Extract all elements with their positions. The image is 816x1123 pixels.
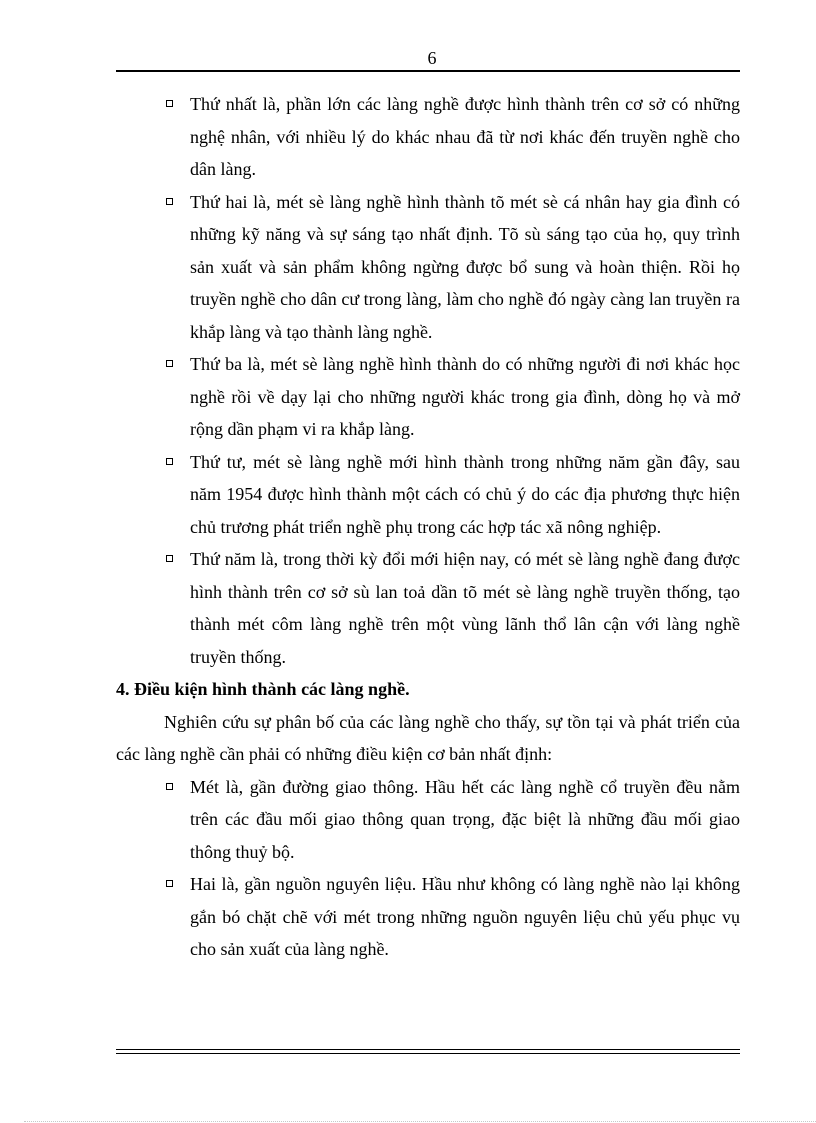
square-bullet-icon <box>166 555 173 562</box>
square-bullet-icon <box>166 880 173 887</box>
list-item-text: Mét là, gần đường giao thông. Hầu hết các làng nghề cổ truyền đều nằm trên các đầu mối giao thông quan trọng, đặc biệt là những đầu mối giao thông thuỷ bộ. <box>190 776 740 862</box>
list-item-text: Hai là, gần nguồn nguyên liệu. Hầu như không có làng nghề nào lại không gắn bó chặt chẽ với mét trong những nguồn nguyên liệu chủ yếu phục vụ cho sản xuất của làng nghề. <box>190 874 740 959</box>
conditions-list <box>116 771 740 966</box>
section-intro-paragraph: Nghiên cứu sự phân bố của các làng nghề cho thấy, sự tồn tại và phát triển của các làng nghề cần phải có những điều kiện cơ bản nhất định: <box>116 711 740 764</box>
square-bullet-icon <box>166 360 173 367</box>
header-rule <box>116 70 740 72</box>
list-item <box>116 88 740 186</box>
list-item-text: Thứ ba là, mét sè làng nghề hình thành do có những người đi nơi khác học nghề rồi về dạy lại cho những người khác trong gia đình, dòng họ và mở rộng dần phạm vi ra khắp làng. <box>190 354 740 439</box>
origin-list <box>116 88 740 673</box>
page-body <box>116 88 740 966</box>
square-bullet-icon <box>166 198 173 205</box>
square-bullet-icon <box>166 100 173 107</box>
list-item <box>116 771 740 869</box>
list-item-text: Thứ năm là, trong thời kỳ đổi mới hiện nay, có mét sè làng nghề đang được hình thành trên cơ sở sù lan toả dần tõ mét sè làng nghề truyền thống, tạo thành mét côm làng nghề trên một vùng lãnh thổ lân cận với làng nghề truyền thống. <box>190 549 740 667</box>
list-item <box>116 446 740 544</box>
list-item <box>116 868 740 966</box>
list-item-text: Thứ nhất là, phần lớn các làng nghề được hình thành trên cơ sở có những nghệ nhân, với nhiều lý do khác nhau đã từ nơi khác đến truyền nghề cho dân làng. <box>190 94 740 179</box>
section-heading: 4. Điều kiện hình thành các làng nghề. <box>116 679 410 699</box>
page-number: 6 <box>427 48 437 68</box>
footer-rule <box>116 1049 740 1054</box>
page-edge-divider <box>24 1121 816 1122</box>
list-item <box>116 186 740 349</box>
square-bullet-icon <box>166 783 173 790</box>
list-item <box>116 348 740 446</box>
list-item-text: Thứ hai là, mét sè làng nghề hình thành tõ mét sè cá nhân hay gia đình có những kỹ năng và sự sáng tạo nhất định. Tõ sù sáng tạo của họ, quy trình sản xuất và sản phẩm không ngừng được bổ sung và hoàn thiện. Rồi họ truyền nghề cho dân cư trong làng, làm cho nghề đó ngày càng lan truyền ra khắp làng và tạo thành làng nghề. <box>190 191 740 342</box>
list-item-text: Thứ tư, mét sè làng nghề mới hình thành trong những năm gần đây, sau năm 1954 được hình thành một cách có chủ ý do các địa phương thực hiện chủ trương phát triển nghề phụ trong các hợp tác xã nông nghiệp. <box>190 451 740 537</box>
square-bullet-icon <box>166 458 173 465</box>
list-item <box>116 543 740 673</box>
